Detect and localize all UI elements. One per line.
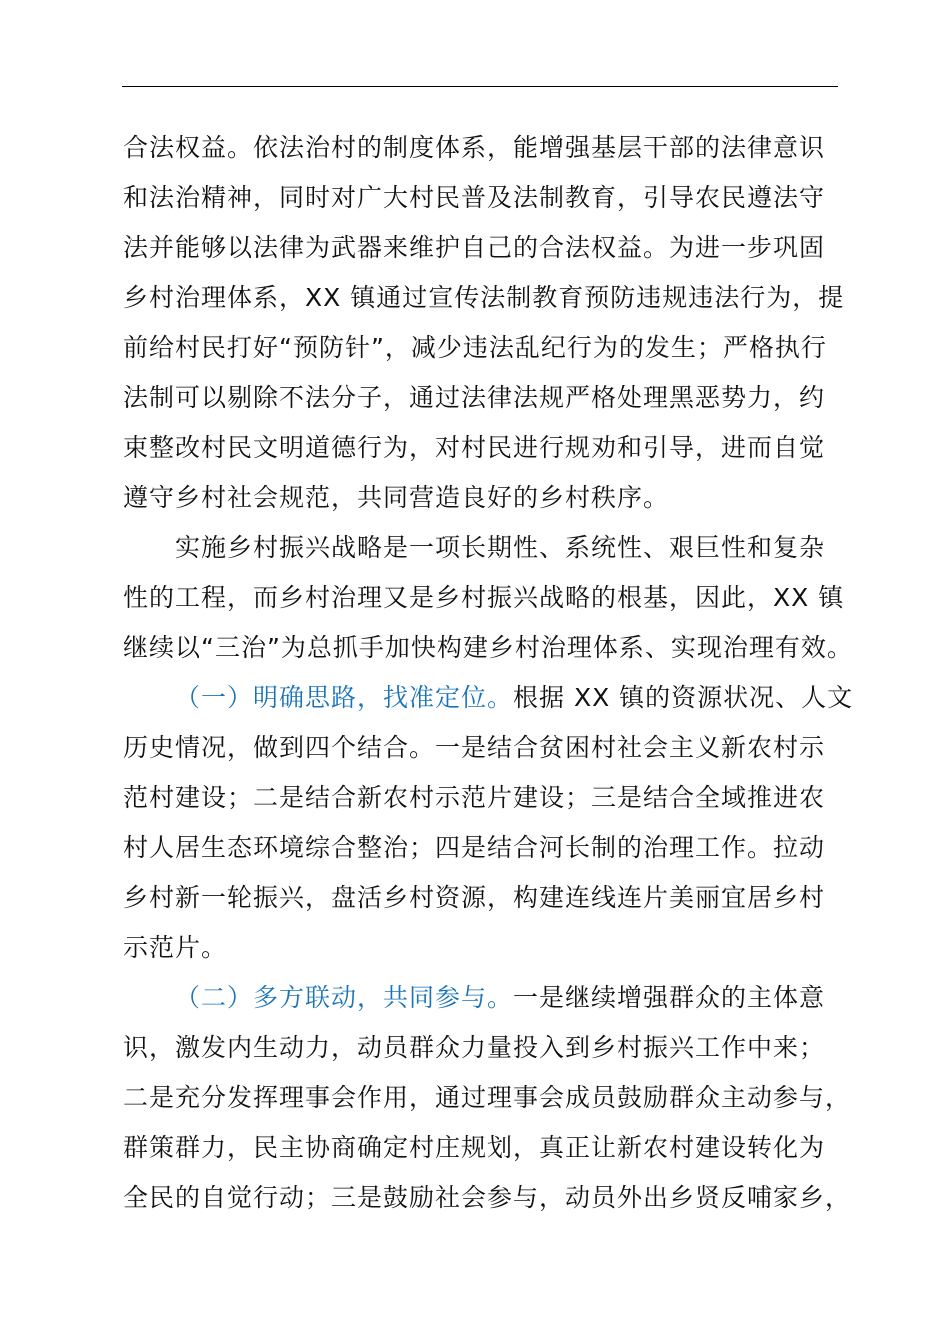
paragraph-line: 全民的自觉行动；三是鼓励社会参与，动员外出乡贤反哺家乡， [123,1183,852,1212]
section-first-line [123,673,854,723]
paragraph-line: 法并能够以法律为武器来维护自己的合法权益。为进一步巩固 [123,233,826,262]
section-2 [123,973,852,1223]
paragraph-line: 继续以“三治”为总抓手加快构建乡村治理体系、实现治理有效。 [123,633,853,662]
paragraph-line: 束整改村民文明道德行为，对村民进行规劝和引导，进而自觉 [123,433,826,462]
header-rule [122,86,838,87]
paragraph-line: 合法权益。依法治村的制度体系，能增强基层干部的法律意识 [123,133,826,162]
paragraph-line: 乡村治理体系，XX 镇通过宣传法制教育预防违规违法行为，提 [123,283,845,312]
paragraph-line: 识，激发内生动力，动员群众力量投入到乡村振兴工作中来； [123,1033,826,1062]
paragraph-line: 范村建设；二是结合新农村示范片建设；三是结合全域推进农 [123,783,826,812]
paragraph-2 [123,523,853,673]
paragraph-line: 示范片。 [123,933,228,962]
section-heading: （一）明确思路，找准定位。 [175,683,514,712]
paragraph-line: 性的工程，而乡村治理又是乡村振兴战略的根基，因此，XX 镇 [123,583,845,612]
paragraph-line: 历史情况，做到四个结合。一是结合贫困村社会主义新农村示 [123,733,826,762]
section-1 [123,673,854,973]
paragraph-line: 村人居生态环境综合整治；四是结合河长制的治理工作。拉动 [123,833,826,862]
paragraph-line: 法制可以剔除不法分子，通过法律法规严格处理黑恶势力，约 [123,383,826,412]
section-lead-text: 根据 XX 镇的资源状况、人文 [513,683,854,712]
paragraph-line: 实施乡村振兴战略是一项长期性、系统性、艰巨性和复杂 [175,533,826,562]
paragraph-line: 二是充分发挥理事会作用，通过理事会成员鼓励群众主动参与， [123,1083,852,1112]
section-lead-text: 一是继续增强群众的主体意 [513,983,826,1012]
paragraph-line: 前给村民打好“预防针”，减少违法乱纪行为的发生；严格执行 [123,333,827,362]
paragraph-line: 乡村新一轮振兴，盘活乡村资源，构建连线连片美丽宜居乡村 [123,883,826,912]
section-first-line [123,973,839,1023]
paragraph-line: 和法治精神，同时对广大村民普及法制教育，引导农民遵法守 [123,183,826,212]
paragraph-1 [123,123,845,523]
paragraph-line: 群策群力，民主协商确定村庄规划，真正让新农村建设转化为 [123,1133,826,1162]
section-heading: （二）多方联动，共同参与。 [175,983,514,1012]
paragraph-line: 遵守乡村社会规范，共同营造良好的乡村秩序。 [123,483,670,512]
